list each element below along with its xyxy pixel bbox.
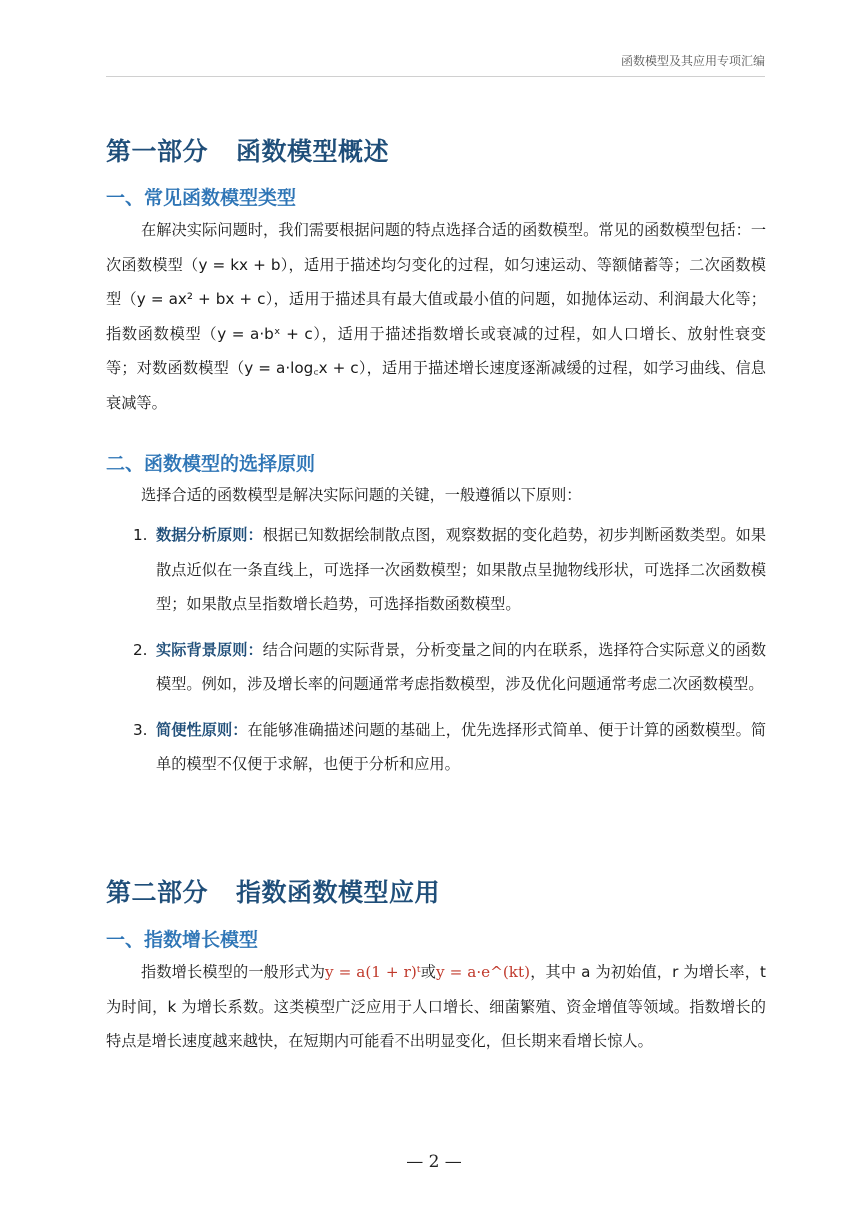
principle-term: 数据分析原则：	[156, 526, 263, 544]
formula-exponential-growth: y = a·e^(kt)	[436, 963, 531, 981]
part2-title	[106, 873, 440, 909]
list-item-number: 3.	[133, 720, 148, 739]
principle-text: 结合问题的实际背景，分析变量之间的内在联系，选择符合实际意义的函数模型。例如，涉及增长率的问题通常考虑指数模型，涉及优化问题通常考虑二次函数模型。	[156, 640, 767, 693]
principle-text: 在能够准确描述问题的基础上，优先选择形式简单、便于计算的函数模型。简单的模型不仅便于求解，也便于分析和应用。	[156, 720, 767, 773]
page-number: — 2 —	[406, 1152, 462, 1172]
principle-term: 实际背景原则：	[156, 640, 263, 659]
list-item	[106, 713, 766, 782]
part1-section1-heading: 一、常见函数模型类型	[106, 187, 297, 209]
paragraph-text: 或	[420, 963, 437, 981]
principle-text: 根据已知数据绘制散点图，观察数据的变化趋势，初步判断函数类型。如果散点近似在一条直线上，可选择一次函数模型；如果散点呈抛物线形状，可选择二次函数模型；如果散点呈指数增长趋势，可选择指数函数模型。	[156, 526, 767, 613]
principles-list	[106, 518, 766, 793]
list-item	[106, 518, 766, 622]
header-divider	[106, 76, 765, 77]
formula-compound-growth: y = a(1 + r)ᵗ	[325, 963, 421, 981]
part1-title-text: 函数模型概述	[236, 137, 390, 166]
part2-label: 第二部分	[106, 878, 209, 907]
principle-term: 简便性原则：	[156, 720, 248, 739]
part2-title-text: 指数函数模型应用	[236, 878, 441, 907]
paragraph-text: ，其中 a 为初始值，r 为增长率，t 为时间，k 为增长系数。这类模型广泛应用于人口增长、细菌繁殖、资金增值等领域。指数增长的特点是增长速度越来越快，在短期内可能看不出明显变化，但长期来看增长惊人。	[106, 963, 766, 1050]
part1-section1-paragraph: 在解决实际问题时，我们需要根据问题的特点选择合适的函数模型。常见的函数模型包括：一次函数模型（y = kx + b），适用于描述均匀变化的过程，如匀速运动、等额储蓄等；二次函数模型（y = ax² + bx + c），适用于描述具有最大值或最小值的问题，如抛体运动、利润最大化等；指数函数模型（y = a·bˣ + c），适用于描述指数增长或衰减的过程，如人口增长、放射性衰变等；对数函数模型（y = a·log꜀x + c），适用于描述增长速度逐渐减缓的过程，如学习曲线、信息衰减等。	[106, 221, 766, 412]
paragraph-text: 指数增长模型的一般形式为	[141, 963, 326, 981]
list-item	[106, 633, 766, 702]
list-item-number: 2.	[133, 640, 148, 659]
part1-label: 第一部分	[106, 137, 209, 166]
part1-section2-intro: 选择合适的函数模型是解决实际问题的关键，一般遵循以下原则：	[141, 486, 582, 504]
running-header: 函数模型及其应用专项汇编	[620, 54, 765, 68]
part2-section1-paragraph	[106, 955, 766, 1059]
part2-section1-heading: 一、指数增长模型	[106, 929, 259, 951]
part1-title	[106, 132, 389, 168]
part1-section2-heading: 二、函数模型的选择原则	[106, 453, 316, 475]
list-item-number: 1.	[133, 526, 148, 544]
